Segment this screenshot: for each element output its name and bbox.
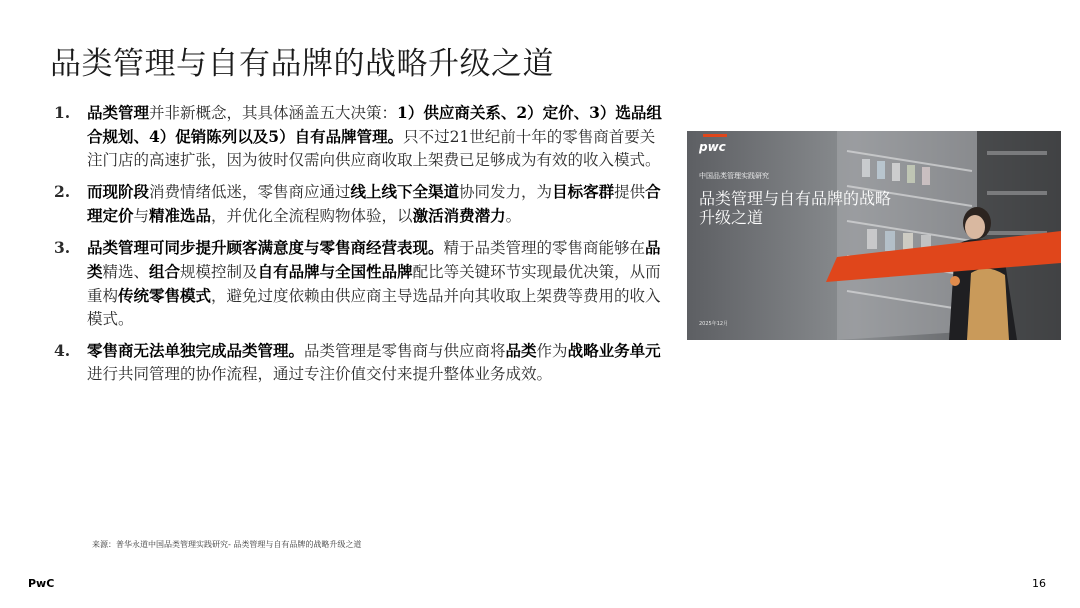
- body-text: 作为: [536, 342, 568, 360]
- emphasis-text: 传统零售模式: [118, 286, 212, 305]
- body-text: 品类管理是零售商与供应商将: [304, 342, 506, 360]
- emphasis-text: 零售商无法单独完成品类管理。: [87, 341, 305, 360]
- report-cover-image: [687, 131, 1061, 340]
- body-text: 只不过21世纪前十年的零售商首要关注门店的高速扩张，因为彼时仅需向供应商收取上架费已足够成为有效的收入模式。: [87, 128, 661, 169]
- source-note: 来源：普华永道中国品类管理实践研究- 品类管理与自有品牌的战略升级之道: [92, 540, 362, 549]
- page-title: 品类管理与自有品牌的战略升级之道: [50, 46, 554, 82]
- body-text: 协同发力，为: [459, 183, 553, 201]
- emphasis-text: 目标客群: [552, 182, 615, 201]
- emphasis-text: 品类: [505, 341, 537, 360]
- body-text: ，并优化全流程购物体验，以: [211, 207, 413, 225]
- body-text: 进行共同管理的协作流程，通过专注价值交付来提升整体业务成效。: [87, 365, 553, 383]
- body-text: 。: [505, 207, 522, 225]
- list-item: [54, 236, 666, 331]
- emphasis-text: 品类: [87, 238, 661, 281]
- list-item-text: [87, 339, 666, 386]
- list-item-number: 1.: [54, 103, 71, 122]
- body-text: 消费情绪低迷，零售商应通过: [149, 183, 351, 201]
- logo-accent-bar: [703, 134, 727, 137]
- list-item: [54, 101, 666, 172]
- pwc-logo: pwc: [699, 140, 726, 154]
- list-item-number: 2.: [54, 182, 71, 201]
- emphasis-text: 而现阶段: [87, 182, 150, 201]
- emphasis-text: 线上线下全渠道: [350, 182, 460, 201]
- body-text: 并非新概念，其具体涵盖五大决策：: [149, 104, 398, 122]
- list-item-text: [87, 101, 666, 172]
- supermarket-photo: [687, 131, 1061, 340]
- key-points-list: [54, 101, 666, 394]
- emphasis-text: 精准选品: [149, 206, 212, 225]
- emphasis-text: 品类管理可同步提升顾客满意度与零售商经营表现。: [87, 238, 444, 257]
- footer-brand: PwC: [28, 577, 55, 590]
- cover-date: 2025年12月: [699, 321, 729, 327]
- body-text: 规模控制及: [180, 263, 258, 281]
- cover-title: 品类管理与自有品牌的战略升级之道: [699, 189, 892, 227]
- emphasis-text: 1）供应商关系、2）定价、3）选品组合规划、4）促销陈列以及5）自有品牌管理。: [87, 103, 662, 146]
- body-text: 提供: [614, 183, 646, 201]
- cover-kicker: 中国品类管理实践研究: [699, 172, 769, 180]
- body-text: 精于品类管理的零售商能够在: [443, 239, 646, 257]
- emphasis-text: 合理定价: [87, 182, 661, 225]
- emphasis-text: 自有品牌与全国性品牌: [257, 262, 413, 281]
- emphasis-text: 品类管理: [87, 103, 150, 122]
- emphasis-text: 激活消费潜力: [412, 206, 506, 225]
- emphasis-text: 组合: [149, 262, 181, 281]
- list-item: [54, 180, 666, 228]
- page-number: 16: [1032, 577, 1046, 590]
- body-text: 配比等关键环节实现最优决策，从而重构: [87, 263, 661, 305]
- body-text: ，避免过度依赖由供应商主导选品并向其收取上架费等费用的收入模式。: [87, 287, 661, 328]
- body-text: 精选、: [102, 263, 150, 281]
- list-item-text: [87, 180, 666, 228]
- emphasis-text: 战略业务单元: [567, 341, 661, 360]
- list-item-text: [87, 236, 666, 331]
- list-item-number: 4.: [54, 341, 71, 360]
- body-text: 与: [133, 207, 150, 225]
- list-item: [54, 339, 666, 386]
- list-item-number: 3.: [54, 238, 71, 257]
